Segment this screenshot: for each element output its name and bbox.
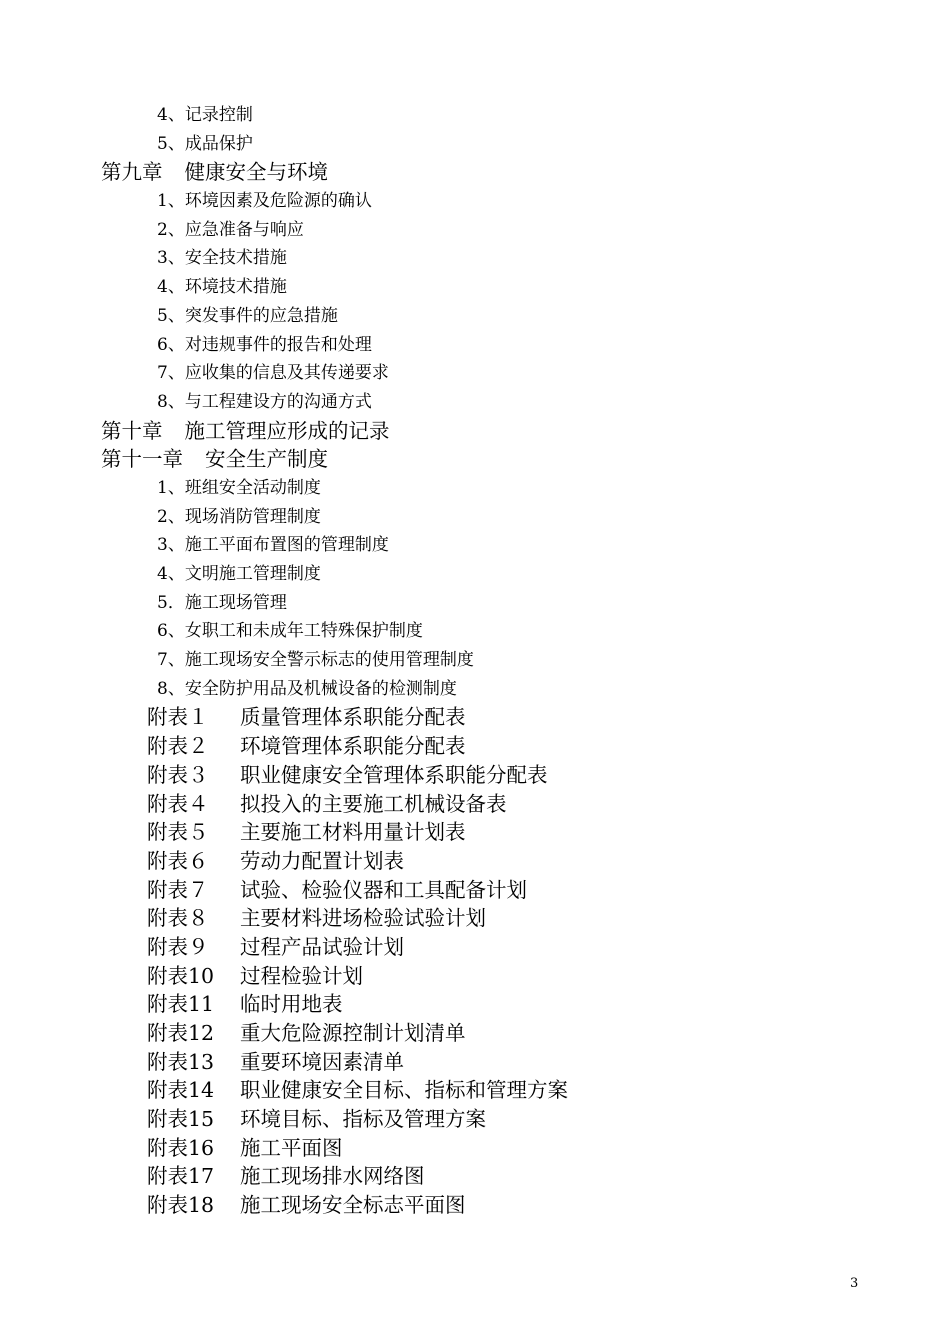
appendix-title: 质量管理体系职能分配表	[240, 705, 466, 730]
toc-chapter	[0, 417, 950, 446]
appendix-title: 重要环境因素清单	[240, 1049, 404, 1074]
toc-appendix	[0, 1134, 950, 1163]
appendix-title: 重大危险源控制计划清单	[240, 1021, 466, 1045]
appendix-title: 主要施工材料用量计划表	[240, 820, 466, 845]
toc-item: 4、记录控制	[157, 105, 253, 125]
toc-item: 4、文明施工管理制度	[157, 564, 321, 584]
toc-appendix	[0, 1019, 950, 1048]
toc-appendix	[0, 876, 950, 905]
appendix-number: 附表６	[147, 848, 209, 873]
toc-appendix	[0, 990, 950, 1019]
toc-appendix	[0, 1105, 950, 1134]
toc-appendix	[0, 1076, 950, 1105]
chapter-number: 第十一章	[101, 447, 183, 472]
appendix-title: 临时用地表	[240, 992, 343, 1017]
toc-item: 7、应收集的信息及其传递要求	[157, 363, 389, 384]
appendix-number: 附表７	[147, 877, 209, 902]
toc-item: 8、与工程建设方的沟通方式	[157, 391, 372, 412]
appendix-title: 劳动力配置计划表	[240, 848, 404, 873]
chapter-title: 安全生产制度	[205, 447, 328, 472]
appendix-title: 施工平面图	[240, 1135, 343, 1160]
appendix-title: 职业健康安全管理体系职能分配表	[240, 762, 548, 787]
appendix-title: 施工现场排水网络图	[240, 1164, 425, 1189]
toc-appendix	[0, 1162, 950, 1191]
toc-item: 6、对违规事件的报告和处理	[157, 334, 372, 355]
appendix-number: 附表２	[147, 734, 209, 759]
toc-item: 7、施工现场安全警示标志的使用管理制度	[157, 650, 474, 671]
table-of-contents	[0, 101, 950, 1220]
toc-item: 5、成品保护	[157, 133, 253, 154]
chapter-title: 健康安全与环境	[184, 160, 328, 185]
toc-appendix	[0, 847, 950, 876]
toc-item: 2、现场消防管理制度	[157, 506, 321, 527]
toc-chapter	[0, 158, 950, 187]
appendix-number: 附表５	[147, 820, 209, 845]
appendix-number: 附表13	[147, 1049, 215, 1074]
toc-appendix	[0, 790, 950, 819]
toc-item: 4、环境技术措施	[157, 277, 287, 298]
chapter-title: 施工管理应形成的记录	[184, 418, 390, 443]
toc-item: 1、班组安全活动制度	[157, 477, 321, 498]
toc-chapter	[0, 445, 950, 474]
appendix-title: 环境管理体系职能分配表	[240, 734, 466, 759]
appendix-number: 附表18	[147, 1193, 215, 1218]
toc-appendix	[0, 818, 950, 847]
toc-item: 5．施工现场管理	[157, 592, 287, 613]
toc-appendix	[0, 933, 950, 962]
toc-appendix	[0, 904, 950, 933]
appendix-title: 主要材料进场检验试验计划	[240, 906, 486, 931]
toc-item: 3、安全技术措施	[157, 248, 287, 269]
appendix-number: 附表１	[147, 705, 209, 730]
appendix-number: 附表９	[147, 934, 209, 959]
appendix-title: 环境目标、指标及管理方案	[240, 1107, 486, 1132]
toc-item: 1、环境因素及危险源的确认	[157, 191, 372, 212]
appendix-title: 职业健康安全目标、指标和管理方案	[240, 1078, 568, 1103]
appendix-title: 过程检验计划	[240, 963, 363, 988]
appendix-number: 附表11	[147, 992, 215, 1017]
chapter-number: 第十章	[101, 418, 163, 443]
toc-item: 5、突发事件的应急措施	[157, 305, 338, 326]
appendix-number: 附表４	[147, 791, 209, 816]
appendix-number: 附表16	[147, 1135, 215, 1160]
toc-appendix	[0, 703, 950, 732]
appendix-number: 附表14	[147, 1078, 215, 1103]
appendix-number: 附表15	[147, 1107, 215, 1132]
appendix-title: 试验、检验仪器和工具配备计划	[240, 877, 527, 902]
chapter-number: 第九章	[101, 160, 163, 185]
toc-item: 6、女职工和未成年工特殊保护制度	[157, 621, 423, 642]
toc-item: 8、安全防护用品及机械设备的检测制度	[157, 678, 457, 699]
appendix-number: 附表10	[147, 963, 215, 988]
toc-appendix	[0, 732, 950, 761]
toc-appendix	[0, 962, 950, 991]
toc-item: 2、应急准备与响应	[157, 219, 304, 240]
toc-appendix	[0, 761, 950, 790]
toc-appendix	[0, 1191, 950, 1220]
toc-item: 3、施工平面布置图的管理制度	[157, 535, 389, 556]
toc-appendix	[0, 1048, 950, 1077]
appendix-title: 过程产品试验计划	[240, 934, 404, 959]
page-number: 3	[850, 1276, 859, 1291]
appendix-number: 附表17	[147, 1164, 215, 1189]
appendix-number: 附表８	[147, 906, 209, 931]
appendix-title: 施工现场安全标志平面图	[240, 1193, 466, 1218]
appendix-title: 拟投入的主要施工机械设备表	[240, 791, 507, 816]
appendix-number: 附表12	[147, 1021, 215, 1045]
appendix-number: 附表３	[147, 762, 209, 787]
